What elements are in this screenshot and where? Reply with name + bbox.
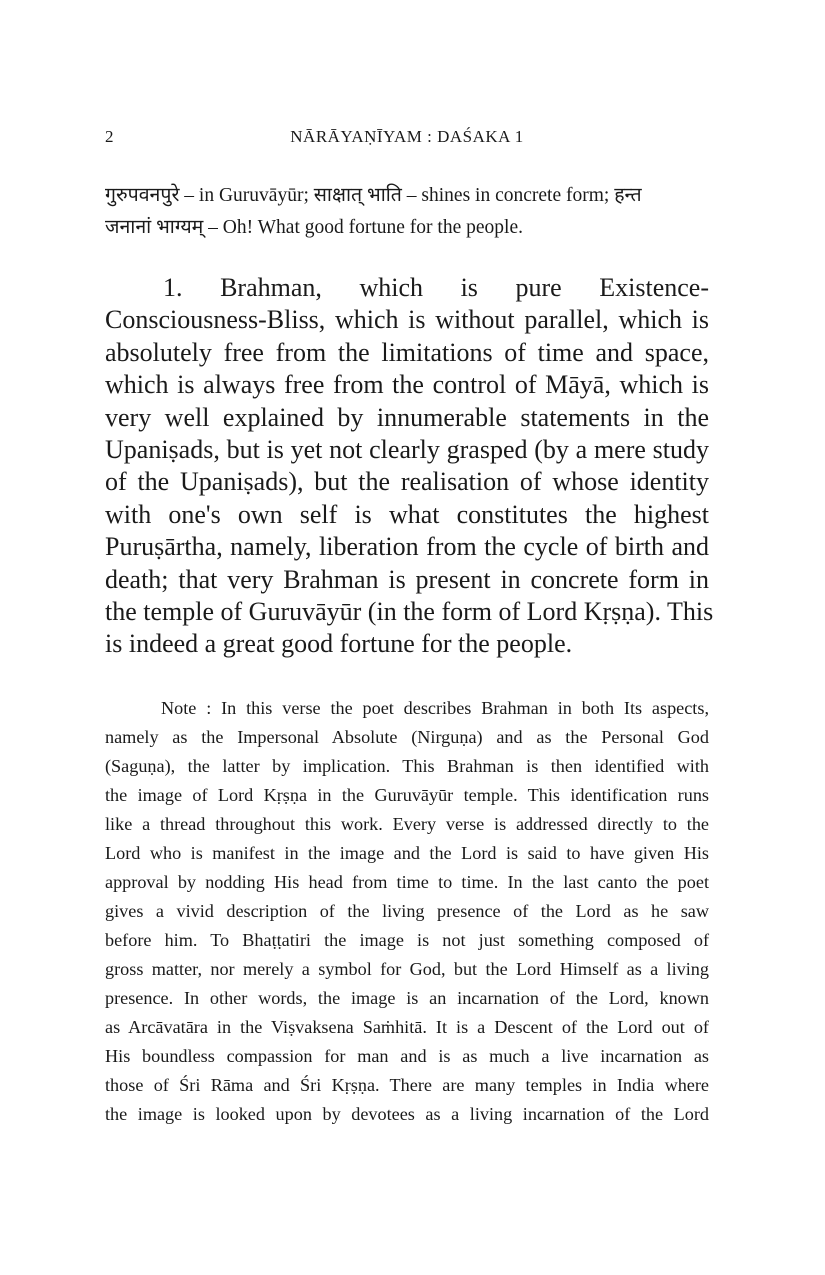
note-line: gross matter, nor merely a symbol for God, but the Lord Himself as a living — [105, 959, 709, 979]
page-header — [105, 127, 709, 151]
gloss-line: गुरुपवनपुरे – in Guruvāyūr; साक्षात् भाति – shines in concrete form; हन्त — [105, 185, 642, 206]
verse-line — [105, 272, 709, 304]
note-line: namely as the Impersonal Absolute (Nirguṇa) and as the Personal God — [105, 727, 709, 747]
note-line: those of Śri Rāma and Śri Kṛṣṇa. There are many temples in India where — [105, 1075, 709, 1095]
note-line: before him. To Bhaṭṭatiri the image is not just something composed of — [105, 930, 709, 950]
page-number: 2 — [105, 127, 114, 146]
note-line: like a thread throughout this work. Every verse is addressed directly to the — [105, 814, 709, 834]
verse-line: absolutely free from the limitations of time and space, — [105, 337, 709, 367]
verse-line: is indeed a great good fortune for the people. — [105, 629, 573, 659]
verse-line: Upaniṣads, but is yet not clearly grasped (by a mere study — [105, 435, 709, 465]
verse-line: death; that very Brahman is present in concrete form in — [105, 564, 709, 594]
note-line: gives a vivid description of the living presence of the Lord as he saw — [105, 901, 709, 921]
verse-line: Consciousness-Bliss, which is without parallel, which is — [105, 305, 709, 335]
note-line: (Saguṇa), the latter by implication. This Brahman is then identified with — [105, 756, 709, 776]
book-page — [105, 0, 714, 1275]
note-line: the image is looked upon by devotees as a living incarnation of the Lord — [105, 1104, 709, 1124]
note-paragraph — [105, 694, 709, 1129]
verse-line: Puruṣārtha, namely, liberation from the cycle of birth and — [105, 532, 709, 562]
note-line: approval by nodding His head from time to time. In the last canto the poet — [105, 872, 709, 892]
note-line: the image of Lord Kṛṣṇa in the Guruvāyūr temple. This identification runs — [105, 785, 709, 805]
verse-line: the temple of Guruvāyūr (in the form of Lord Kṛṣṇa). This — [105, 597, 714, 627]
verse-line: very well explained by innumerable statements in the — [105, 402, 709, 432]
verse-translation — [105, 272, 714, 661]
verse-line-text: Brahman, which is pure Existence- — [220, 273, 709, 302]
gloss-line: जनानां भाग्यम् – Oh! What good fortune for the people. — [105, 217, 523, 238]
verse-line: which is always free from the control of Māyā, which is — [105, 370, 709, 400]
note-line: Note : In this verse the poet describes Brahman in both Its aspects, — [161, 698, 709, 718]
verse-line: with one's own self is what constitutes the highest — [105, 499, 709, 529]
note-line: as Arcāvatāra in the Viṣvaksena Saṁhitā. It is a Descent of the Lord out of — [105, 1017, 709, 1037]
word-gloss — [105, 180, 709, 244]
verse-line: of the Upaniṣads), but the realisation of whose identity — [105, 467, 709, 497]
note-line: Lord who is manifest in the image and the Lord is said to have given His — [105, 843, 709, 863]
note-line: presence. In other words, the image is an incarnation of the Lord, known — [105, 988, 709, 1008]
running-head: NĀRĀYAṆĪYAM : DAŚAKA 1 — [290, 127, 524, 146]
verse-number: 1. — [163, 273, 183, 302]
note-line: His boundless compassion for man and is as much a live incarnation as — [105, 1046, 709, 1066]
